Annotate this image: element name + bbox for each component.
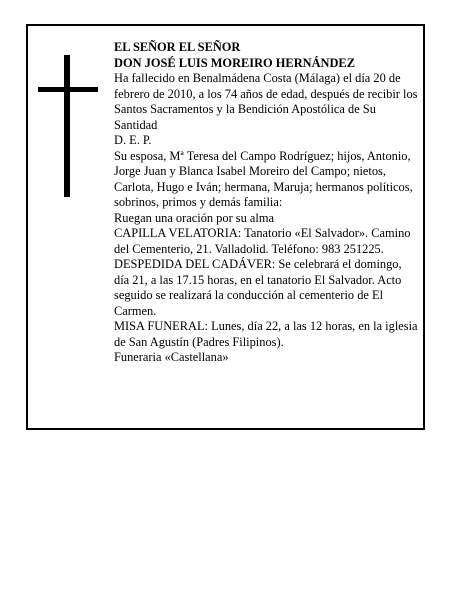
- family-list: Su esposa, Mª Teresa del Campo Rodríguez; hijos, Antonio, Jorge Juan y Blanca Isabel Moreiro del Campo; nietos, Carlota, Hugo e Iván; hermana, Maruja; hermanos políticos, sobrinos, primos y demás familia:: [114, 148, 413, 209]
- prayer-request: Ruegan una oración por su alma: [114, 210, 274, 225]
- death-announcement: Ha fallecido en Benalmádena Costa (Málaga) el día 20 de febrero de 2010, a los 74 años de edad, después de recibir los Santos Sacramentos y la Bendición Apostólica de Su Santidad: [114, 71, 418, 132]
- heading-title: EL SEÑOR EL SEÑOR: [114, 40, 241, 54]
- chapel-info: CAPILLA VELATORIA: Tanatorio «El Salvador». Camino del Cementerio, 21. Valladolid. Teléfono: 983 251225.: [114, 226, 411, 256]
- funeral-home: Funeraria «Castellana»: [114, 350, 229, 364]
- deceased-name: DON JOSÉ LUIS MOREIRO HERNÁNDEZ: [114, 55, 355, 70]
- latin-cross-icon: [38, 55, 98, 197]
- funeral-mass-info: MISA FUNERAL: Lunes, día 22, a las 12 horas, en la iglesia de San Agustín (Padres Filipinos).: [114, 319, 418, 349]
- obituary-text: [114, 40, 418, 366]
- cross-vertical-bar: [64, 55, 70, 197]
- dep-line: D. E. P.: [114, 133, 152, 147]
- cross-horizontal-bar: [38, 87, 98, 92]
- farewell-info: DESPEDIDA DEL CADÁVER: Se celebrará el domingo, día 21, a las 17.15 horas, en el tanatorio El Salvador. Acto seguido se realizará la conducción al cementerio de El Carmen.: [114, 257, 402, 318]
